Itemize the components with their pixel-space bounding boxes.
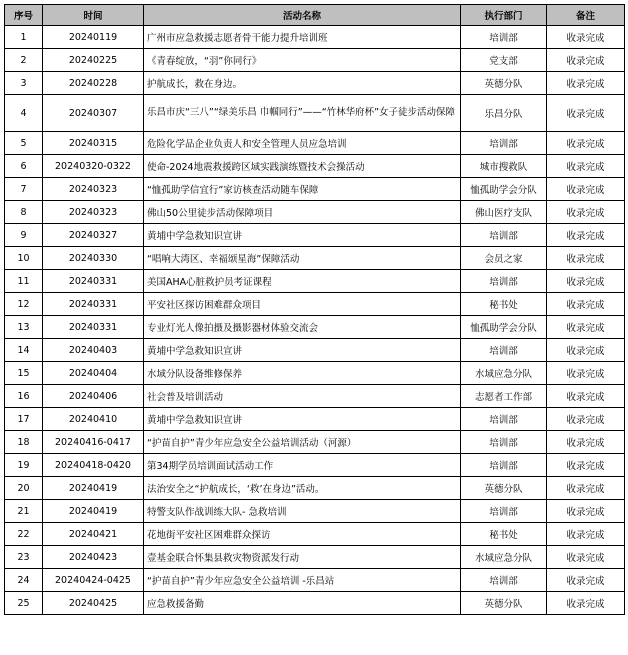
cell-no: 6 (5, 155, 43, 178)
cell-no: 13 (5, 316, 43, 339)
cell-note: 收录完成 (547, 247, 625, 270)
cell-time: 20240307 (43, 95, 144, 132)
cell-department: 培训部 (461, 454, 547, 477)
cell-activity-name: 使命-2024地震救援跨区域实践演练暨技术会操活动 (144, 155, 461, 178)
cell-department: 英德分队 (461, 477, 547, 500)
cell-department: 培训部 (461, 500, 547, 523)
cell-time: 20240416-0417 (43, 431, 144, 454)
cell-no: 9 (5, 224, 43, 247)
cell-activity-name: 特警支队作战训练大队- 急救培训 (144, 500, 461, 523)
table-row (5, 431, 625, 454)
cell-note: 收录完成 (547, 477, 625, 500)
cell-no: 19 (5, 454, 43, 477)
cell-time: 20240330 (43, 247, 144, 270)
cell-department: 培训部 (461, 569, 547, 592)
cell-activity-name: 平安社区探访困难群众项目 (144, 293, 461, 316)
cell-time: 20240424-0425 (43, 569, 144, 592)
cell-time: 20240228 (43, 72, 144, 95)
cell-department: 培训部 (461, 132, 547, 155)
table-row (5, 592, 625, 615)
cell-activity-name: 花地街平安社区困难群众探访 (144, 523, 461, 546)
cell-no: 2 (5, 49, 43, 72)
cell-note: 收录完成 (547, 500, 625, 523)
cell-department: 培训部 (461, 339, 547, 362)
table-row (5, 178, 625, 201)
cell-department: 会员之家 (461, 247, 547, 270)
cell-time: 20240425 (43, 592, 144, 615)
table-row (5, 454, 625, 477)
cell-time: 20240418-0420 (43, 454, 144, 477)
cell-note: 收录完成 (547, 49, 625, 72)
cell-activity-name: 法治安全之“护航成长，‘救’在身边”活动。 (144, 477, 461, 500)
table-row (5, 523, 625, 546)
cell-time: 20240331 (43, 270, 144, 293)
cell-note: 收录完成 (547, 132, 625, 155)
cell-note: 收录完成 (547, 569, 625, 592)
cell-department: 恤孤助学会分队 (461, 178, 547, 201)
cell-no: 25 (5, 592, 43, 615)
cell-no: 12 (5, 293, 43, 316)
cell-no: 23 (5, 546, 43, 569)
cell-activity-name: 危险化学品企业负责人和安全管理人员应急培训 (144, 132, 461, 155)
header-row (5, 5, 625, 26)
cell-activity-name: 黄埔中学急救知识宣讲 (144, 339, 461, 362)
cell-department: 培训部 (461, 224, 547, 247)
cell-time: 20240410 (43, 408, 144, 431)
cell-activity-name: 社会普及培训活动 (144, 385, 461, 408)
cell-activity-name: 《青春绽放，“羽”你同行》 (144, 49, 461, 72)
cell-department: 培训部 (461, 270, 547, 293)
cell-time: 20240315 (43, 132, 144, 155)
cell-no: 8 (5, 201, 43, 224)
cell-department: 培训部 (461, 431, 547, 454)
cell-time: 20240419 (43, 477, 144, 500)
cell-note: 收录完成 (547, 95, 625, 132)
cell-time: 20240419 (43, 500, 144, 523)
table-row (5, 224, 625, 247)
table-row (5, 500, 625, 523)
table-row (5, 362, 625, 385)
cell-no: 5 (5, 132, 43, 155)
cell-no: 14 (5, 339, 43, 362)
table-row (5, 408, 625, 431)
table-row (5, 247, 625, 270)
cell-no: 11 (5, 270, 43, 293)
cell-no: 4 (5, 95, 43, 132)
cell-activity-name: 乐昌市庆“三八”“绿美乐昌 巾帼同行”——“竹林华府杯”女子徒步活动保障 (144, 95, 461, 132)
cell-note: 收录完成 (547, 270, 625, 293)
cell-time: 20240119 (43, 26, 144, 49)
cell-note: 收录完成 (547, 339, 625, 362)
cell-note: 收录完成 (547, 362, 625, 385)
cell-activity-name: 黄埔中学急救知识宣讲 (144, 224, 461, 247)
cell-no: 7 (5, 178, 43, 201)
table-row (5, 155, 625, 178)
cell-no: 22 (5, 523, 43, 546)
table-row (5, 385, 625, 408)
cell-note: 收录完成 (547, 454, 625, 477)
cell-note: 收录完成 (547, 224, 625, 247)
cell-note: 收录完成 (547, 408, 625, 431)
cell-note: 收录完成 (547, 431, 625, 454)
cell-department: 城市搜救队 (461, 155, 547, 178)
cell-note: 收录完成 (547, 72, 625, 95)
table-row (5, 339, 625, 362)
cell-time: 20240331 (43, 293, 144, 316)
cell-time: 20240323 (43, 201, 144, 224)
cell-department: 英德分队 (461, 592, 547, 615)
cell-activity-name: “护苗自护”青少年应急安全公益培训 -乐昌站 (144, 569, 461, 592)
activity-table (4, 4, 625, 615)
header-no: 序号 (5, 5, 43, 26)
table-row (5, 546, 625, 569)
cell-time: 20240323 (43, 178, 144, 201)
cell-activity-name: 壹基金联合怀集县救灾物资派发行动 (144, 546, 461, 569)
cell-no: 20 (5, 477, 43, 500)
table-row (5, 49, 625, 72)
cell-department: 培训部 (461, 26, 547, 49)
cell-activity-name: 应急救援备勤 (144, 592, 461, 615)
cell-no: 10 (5, 247, 43, 270)
cell-no: 3 (5, 72, 43, 95)
cell-no: 18 (5, 431, 43, 454)
table-row (5, 95, 625, 132)
cell-time: 20240320-0322 (43, 155, 144, 178)
table-row (5, 72, 625, 95)
cell-no: 1 (5, 26, 43, 49)
cell-department: 志愿者工作部 (461, 385, 547, 408)
cell-no: 17 (5, 408, 43, 431)
table-row (5, 26, 625, 49)
table-row (5, 201, 625, 224)
cell-department: 党支部 (461, 49, 547, 72)
cell-time: 20240403 (43, 339, 144, 362)
cell-note: 收录完成 (547, 26, 625, 49)
header-name: 活动名称 (144, 5, 461, 26)
cell-activity-name: 专业灯光人像拍摄及摄影器材体验交流会 (144, 316, 461, 339)
header-note: 备注 (547, 5, 625, 26)
cell-no: 15 (5, 362, 43, 385)
cell-department: 水域应急分队 (461, 546, 547, 569)
cell-activity-name: 广州市应急救援志愿者骨干能力提升培训班 (144, 26, 461, 49)
cell-time: 20240423 (43, 546, 144, 569)
cell-time: 20240404 (43, 362, 144, 385)
cell-department: 恤孤助学会分队 (461, 316, 547, 339)
cell-activity-name: “护苗自护”青少年应急安全公益培训活动（河源） (144, 431, 461, 454)
cell-department: 英德分队 (461, 72, 547, 95)
cell-time: 20240225 (43, 49, 144, 72)
cell-note: 收录完成 (547, 316, 625, 339)
table-row (5, 316, 625, 339)
cell-time: 20240327 (43, 224, 144, 247)
cell-time: 20240406 (43, 385, 144, 408)
header-dept: 执行部门 (461, 5, 547, 26)
cell-activity-name: 第34期学员培训面试活动工作 (144, 454, 461, 477)
table-body (5, 26, 625, 615)
cell-activity-name: 美国AHA心脏救护员考证课程 (144, 270, 461, 293)
cell-note: 收录完成 (547, 201, 625, 224)
table-row (5, 270, 625, 293)
cell-note: 收录完成 (547, 178, 625, 201)
cell-activity-name: 黄埔中学急救知识宣讲 (144, 408, 461, 431)
cell-note: 收录完成 (547, 385, 625, 408)
cell-activity-name: “恤孤助学信宜行”家访核查活动随车保障 (144, 178, 461, 201)
cell-note: 收录完成 (547, 523, 625, 546)
cell-department: 水域应急分队 (461, 362, 547, 385)
table-row (5, 132, 625, 155)
cell-note: 收录完成 (547, 592, 625, 615)
header-time: 时间 (43, 5, 144, 26)
cell-department: 培训部 (461, 408, 547, 431)
cell-note: 收录完成 (547, 546, 625, 569)
cell-time: 20240331 (43, 316, 144, 339)
cell-department: 佛山医疗支队 (461, 201, 547, 224)
cell-department: 秘书处 (461, 523, 547, 546)
cell-activity-name: “唱响大湾区、幸福颂星海”保障活动 (144, 247, 461, 270)
cell-no: 21 (5, 500, 43, 523)
cell-department: 乐昌分队 (461, 95, 547, 132)
cell-department: 秘书处 (461, 293, 547, 316)
cell-no: 16 (5, 385, 43, 408)
table-row (5, 293, 625, 316)
cell-note: 收录完成 (547, 293, 625, 316)
table-row (5, 569, 625, 592)
cell-no: 24 (5, 569, 43, 592)
cell-activity-name: 水域分队设备维修保养 (144, 362, 461, 385)
table-row (5, 477, 625, 500)
cell-time: 20240421 (43, 523, 144, 546)
cell-activity-name: 佛山50公里徒步活动保障项目 (144, 201, 461, 224)
cell-activity-name: 护航成长，救在身边。 (144, 72, 461, 95)
cell-note: 收录完成 (547, 155, 625, 178)
